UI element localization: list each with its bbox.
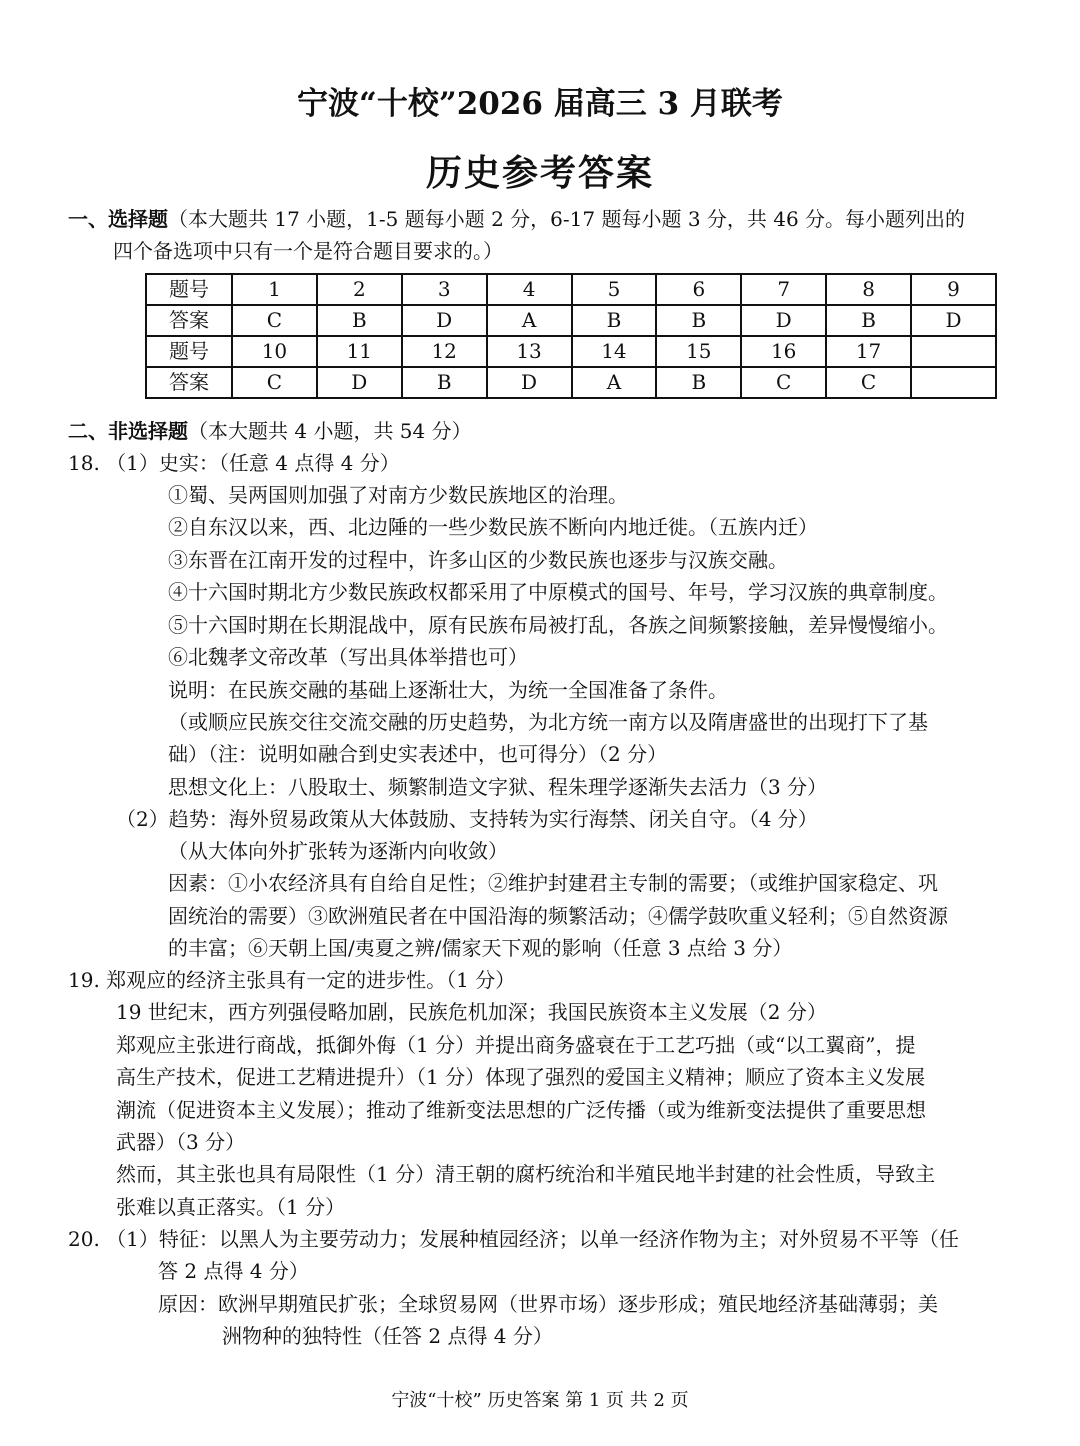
table-cell: 11 — [317, 336, 402, 367]
q18-part2-trend-alt: （从大体向外扩张转为逐渐内向收敛） — [168, 839, 508, 863]
table-cell: 15 — [656, 336, 741, 367]
row-label: 答案 — [146, 305, 232, 336]
table-cell: 4 — [487, 274, 572, 305]
table-cell: B — [572, 305, 657, 336]
table-cell: 5 — [572, 274, 657, 305]
q18-part2-trend: （2）趋势：海外贸易政策从大体鼓励、支持转为实行海禁、闭关自守。（4 分） — [116, 807, 818, 831]
q20-causes: 原因：欧洲早期殖民扩张；全球贸易网（世界市场）逐步形成；殖民地经济基础薄弱；美 — [158, 1292, 938, 1316]
q19-para1-cont: 高生产技术，促进工艺精进提升）（1 分）体现了强烈的爱国主义精神；顺应了资本主义发展 — [116, 1065, 926, 1089]
q19-para1-cont2: 潮流（促进资本主义发展）；推动了维新变法思想的广泛传播（或为维新变法提供了重要思想 — [116, 1098, 926, 1122]
table-cell: 16 — [741, 336, 826, 367]
section2-label: 二、非选择题 — [68, 419, 188, 443]
table-cell: B — [656, 367, 741, 398]
section2-heading — [68, 417, 472, 445]
table-cell: B — [317, 305, 402, 336]
table-cell: 13 — [487, 336, 572, 367]
section2-desc: （本大题共 4 小题，共 54 分） — [188, 419, 472, 443]
table-cell: C — [232, 305, 317, 336]
table-cell: 6 — [656, 274, 741, 305]
exam-title: 宁波“十校”2026 届高三 3 月联考 — [297, 86, 783, 122]
q18-fact-1: ①蜀、吴两国则加强了对南方少数民族地区的治理。 — [168, 483, 628, 507]
q19-limitation-cont: 张难以真正落实。（1 分） — [116, 1195, 346, 1219]
table-cell: 3 — [402, 274, 487, 305]
q19-limitation: 然而，其主张也具有局限性（1 分）清王朝的腐朽统治和半殖民地半封建的社会性质，导致主 — [116, 1162, 936, 1186]
table-row — [146, 367, 996, 398]
table-cell: 1 — [232, 274, 317, 305]
table-cell: 9 — [911, 274, 996, 305]
table-row — [146, 336, 996, 367]
q19-background: 19 世纪末，西方列强侵略加剧，民族危机加深；我国民族资本主义发展（2 分） — [116, 1000, 827, 1024]
q19-heading: 19. 郑观应的经济主张具有一定的进步性。（1 分） — [68, 968, 516, 992]
q20-part1-features-cont: 答 2 点得 4 分） — [158, 1259, 309, 1283]
q18-fact-5: ⑤十六国时期在长期混战中，原有民族布局被打乱，各族之间频繁接触，差异慢慢缩小。 — [168, 613, 948, 637]
q18-part1-heading: 18. （1）史实：（任意 4 点得 4 分） — [68, 451, 400, 475]
section1-desc: （本大题共 17 小题，1-5 题每小题 2 分，6-17 题每小题 3 分，共 46 分。每小题列出的 — [168, 207, 966, 231]
section1-label: 一、选择题 — [68, 207, 168, 231]
table-cell: 12 — [402, 336, 487, 367]
q20-causes-cont: 洲物种的独特性（任答 2 点得 4 分） — [222, 1324, 553, 1348]
table-cell: D — [741, 305, 826, 336]
table-cell: C — [826, 367, 911, 398]
section1-heading — [68, 205, 965, 233]
row-label: 题号 — [146, 336, 232, 367]
table-cell: 14 — [572, 336, 657, 367]
q18-fact-4: ④十六国时期北方少数民族政权都采用了中原模式的国号、年号，学习汉族的典章制度。 — [168, 580, 948, 604]
answer-table — [145, 273, 997, 399]
q18-culture: 思想文化上：八股取士、频繁制造文字狱、程朱理学逐渐失去活力（3 分） — [168, 775, 828, 799]
q18-explanation: 说明：在民族交融的基础上逐渐壮大，为统一全国准备了条件。 — [168, 678, 728, 702]
q18-factors: 因素：①小农经济具有自给自足性；②维护封建君主专制的需要；（或维护国家稳定、巩 — [168, 871, 938, 895]
row-label: 答案 — [146, 367, 232, 398]
table-cell: B — [826, 305, 911, 336]
table-cell — [911, 336, 996, 367]
table-cell: A — [572, 367, 657, 398]
q19-para1-cont3: 武器）（3 分） — [116, 1130, 246, 1154]
q18-fact-3: ③东晋在江南开发的过程中，许多山区的少数民族也逐步与汉族交融。 — [168, 548, 788, 572]
q20-part1-features: 20. （1）特征：以黑人为主要劳动力；发展种植园经济；以单一经济作物为主；对外贸易不平等（任 — [68, 1227, 959, 1251]
table-cell: B — [402, 367, 487, 398]
table-cell: B — [656, 305, 741, 336]
q19-para1: 郑观应主张进行商战，抵御外侮（1 分）并提出商务盛衰在于工艺巧拙（或“以工翼商”，提 — [116, 1033, 916, 1057]
table-cell: 10 — [232, 336, 317, 367]
page-title: 历史参考答案 — [425, 152, 654, 194]
table-cell: D — [911, 305, 996, 336]
table-cell: D — [487, 367, 572, 398]
table-cell: D — [317, 367, 402, 398]
q18-factors-cont: 固统治的需要）③欧洲殖民者在中国沿海的频繁活动；④儒学鼓吹重义轻利；⑤自然资源 — [168, 904, 948, 928]
table-cell: C — [232, 367, 317, 398]
table-cell: 8 — [826, 274, 911, 305]
q18-explanation-alt-cont: 础）（注：说明如融合到史实表述中，也可得分）（2 分） — [168, 742, 668, 766]
q18-fact-6: ⑥北魏孝文帝改革（写出具体举措也可） — [168, 645, 528, 669]
table-row — [146, 274, 996, 305]
q18-explanation-alt: （或顺应民族交往交流交融的历史趋势，为北方统一南方以及隋唐盛世的出现打下了基 — [168, 710, 928, 734]
table-cell — [911, 367, 996, 398]
table-cell: D — [402, 305, 487, 336]
q18-fact-2: ②自东汉以来，西、北边陲的一些少数民族不断向内地迁徙。（五族内迁） — [168, 515, 818, 539]
row-label: 题号 — [146, 274, 232, 305]
section1-desc-cont: 四个备选项中只有一个是符合题目要求的。） — [113, 239, 503, 263]
q18-factors-cont2: 的丰富；⑥天朝上国/夷夏之辨/儒家天下观的影响（任意 3 点给 3 分） — [168, 936, 793, 960]
table-row — [146, 305, 996, 336]
table-cell: 2 — [317, 274, 402, 305]
table-cell: C — [741, 367, 826, 398]
table-cell: 7 — [741, 274, 826, 305]
table-cell: 17 — [826, 336, 911, 367]
table-cell: A — [487, 305, 572, 336]
page-footer: 宁波“十校” 历史答案 第 1 页 共 2 页 — [391, 1390, 689, 1411]
